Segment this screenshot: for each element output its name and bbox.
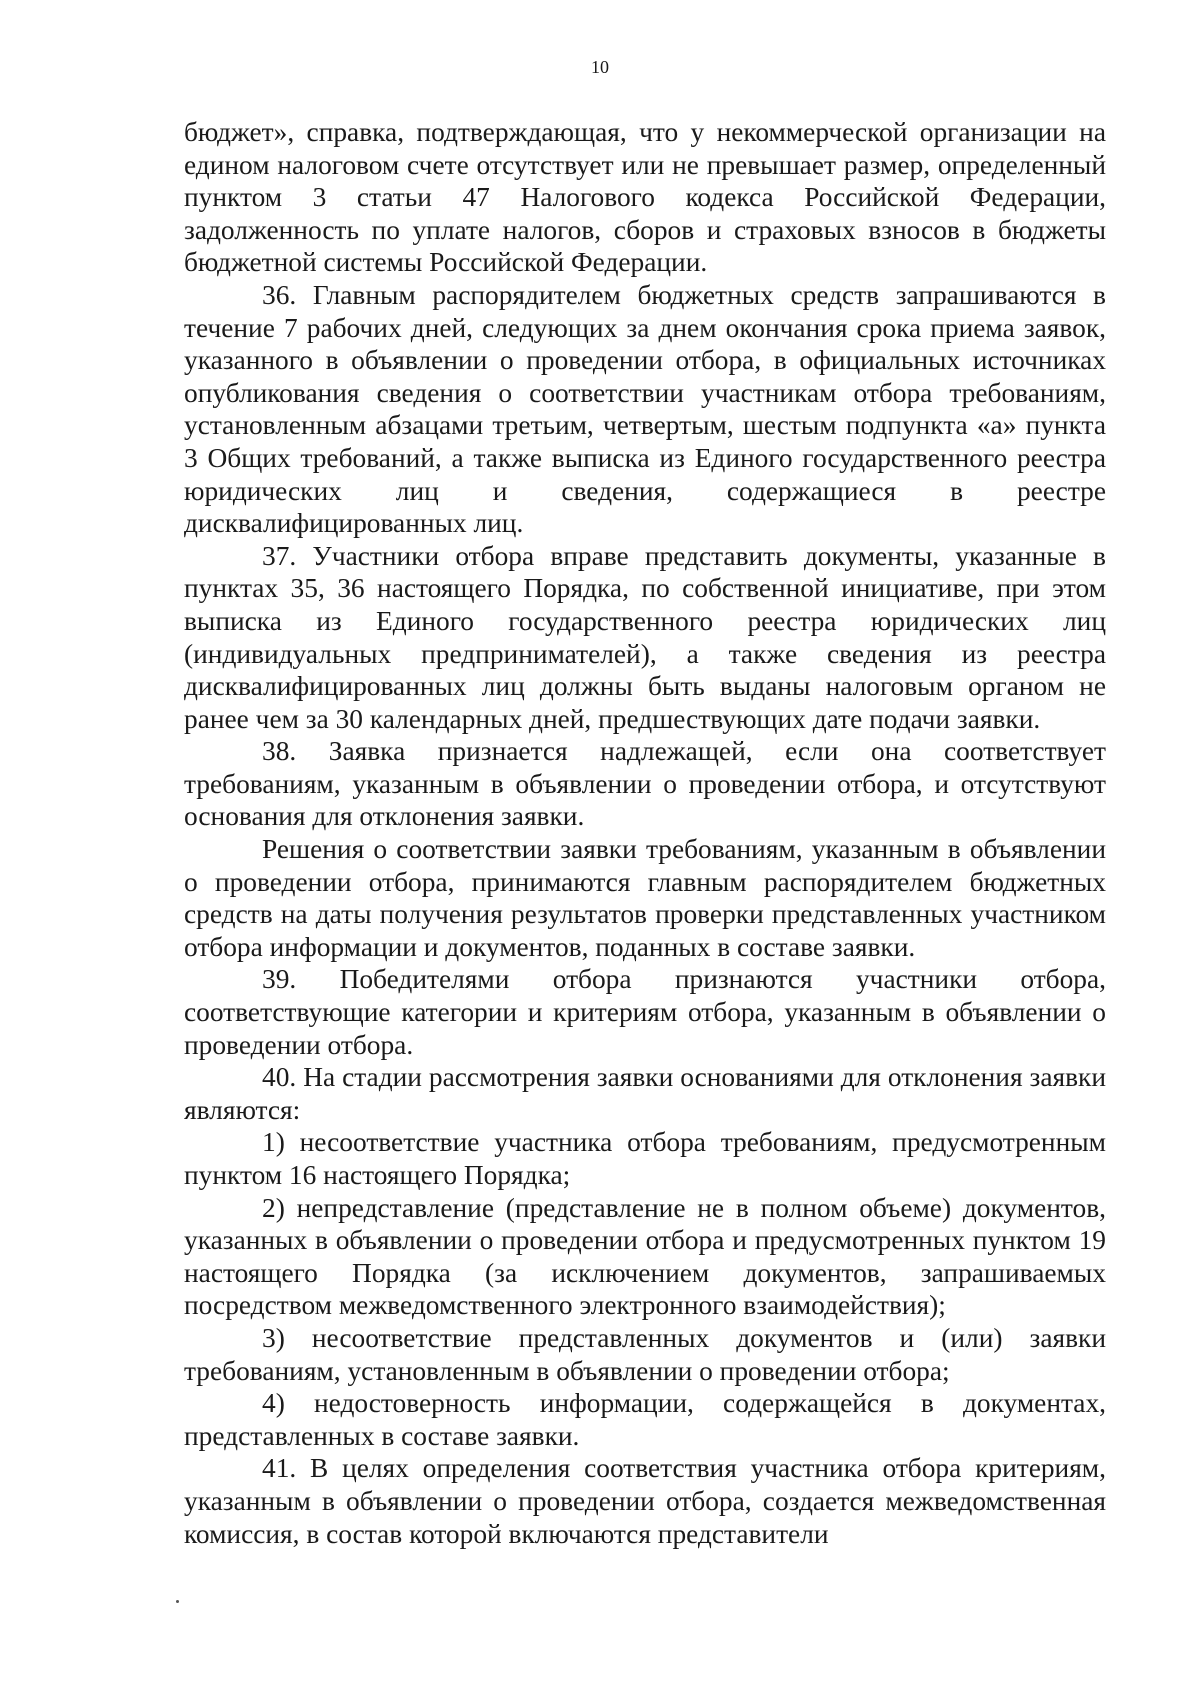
paragraph: бюджет», справка, подтверждающая, что у некоммерческой организации на едином налоговом счете отсутствует или не превышает размер, определенный пунктом 3 статьи 47 Налогового кодекса Российской Федерации, задолженность по уплате налогов, сборов и страховых взносов в бюджеты бюджетной системы Российской Федерации.	[184, 117, 1106, 278]
paragraph-40-item-4: 4) недостоверность информации, содержащейся в документах, представленных в составе заявки.	[184, 1388, 1106, 1451]
paragraph-37: 37. Участники отбора вправе представить документы, указанные в пунктах 35, 36 настоящего Порядка, по собственной инициативе, при этом выписка из Единого государственного реестра юридических лиц (индивидуальных предпринимателей), а также сведения из реестра дисквалифицированных лиц должны быть выданы налоговым органом не ранее чем за 30 календарных дней, предшествующих дате подачи заявки.	[184, 540, 1106, 734]
paragraph-40-item-1: 1) несоответствие участника отбора требованиям, предусмотренным пунктом 16 настоящего Порядка;	[184, 1127, 1106, 1190]
paragraph-41: 41. В целях определения соответствия участника отбора критериям, указанным в объявлении о проведении отбора, создается межведомственная комиссия, в состав которой включаются представители	[184, 1453, 1106, 1549]
page-number: 10	[591, 57, 609, 77]
paragraph-38: 38. Заявка признается надлежащей, если она соответствует требованиям, указанным в объявлении о проведении отбора, и отсутствуют основания для отклонения заявки.	[184, 736, 1106, 832]
paragraph-40-item-2: 2) непредставление (представление не в полном объеме) документов, указанных в объявлении о проведении отбора и предусмотренных пунктом 19 настоящего Порядка (за исключением документов, запрашиваемых посредством межведомственного электронного взаимодействия);	[184, 1192, 1106, 1321]
paragraph-40-item-3: 3) несоответствие представленных документов и (или) заявки требованиям, установленным в объявлении о проведении отбора;	[184, 1322, 1106, 1386]
paragraph-38-decisions: Решения о соответствии заявки требованиям, указанным в объявлении о проведении отбора, принимаются главным распорядителем бюджетных средств на даты получения результатов проверки представленных участником отбора информации и документов, поданных в составе заявки.	[184, 834, 1106, 962]
body-text	[184, 116, 1106, 1550]
paragraph-39: 39. Победителями отбора признаются участники отбора, соответствующие категории и критериям отбора, указанным в объявлении о проведении отбора.	[184, 964, 1106, 1060]
paragraph-40: 40. На стадии рассмотрения заявки основаниями для отклонения заявки являются:	[184, 1062, 1106, 1125]
scan-speck	[176, 1600, 179, 1603]
paragraph-36: 36. Главным распорядителем бюджетных средств запрашиваются в течение 7 рабочих дней, следующих за днем окончания срока приема заявок, указанного в объявлении о проведении отбора, в официальных источниках опубликования сведения о соответствии участникам отбора требованиям, установленным абзацами третьим, четвертым, шестым подпункта «а» пункта 3 Общих требований, а также выписка из Единого государственного реестра юридических лиц и сведения, содержащиеся в реестре дисквалифицированных лиц.	[184, 279, 1106, 539]
